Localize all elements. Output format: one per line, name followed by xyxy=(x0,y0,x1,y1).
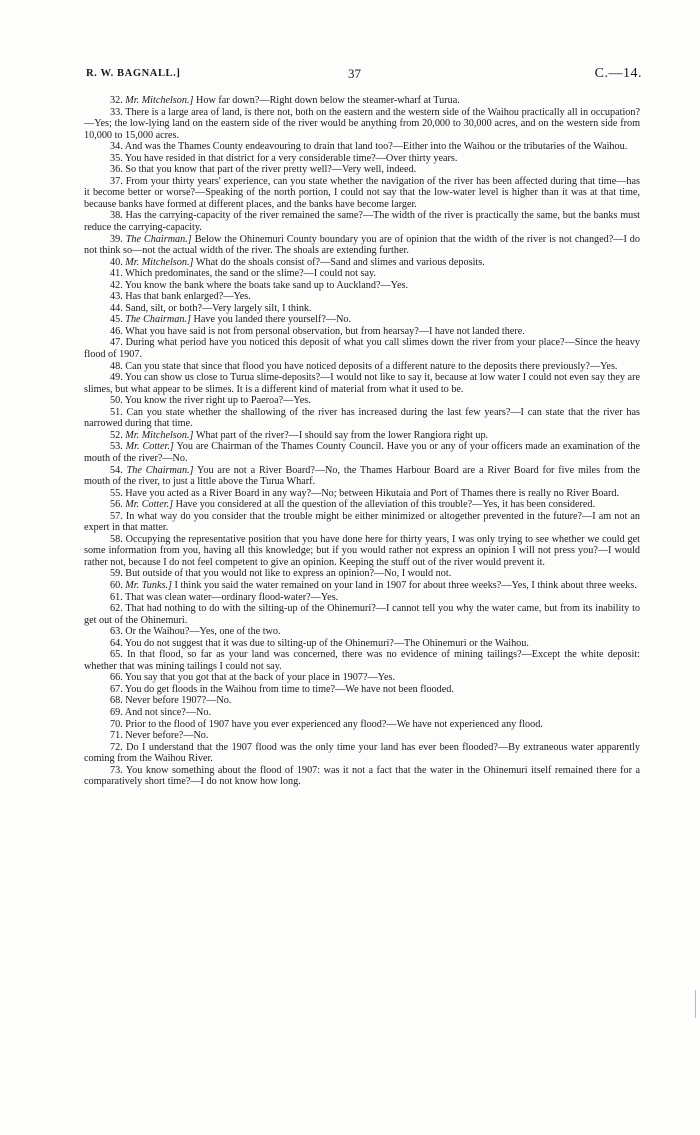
question-text: That had nothing to do with the silting-up of the Ohinemuri?—I cannot tell you why the water came, but from its inability to get out of the Ohinemuri. xyxy=(84,603,640,626)
question-paragraph xyxy=(84,568,640,580)
question-text: You can show us close to Turua slime-deposits?—I would not like to say it, because at low water I could not even say they are slimes, but what appear to be slimes. It is a different kind of material from what it used to be. xyxy=(84,372,640,395)
question-text: Or the Waihou?—Yes, one of the two. xyxy=(125,626,281,638)
question-text: You are not a River Board?—No, the Thames Harbour Board are a River Board for five miles from the mouth of the river, to just a little above the Turua Wharf. xyxy=(84,464,640,488)
speaker-label: Mr. Cotter.] xyxy=(125,441,174,453)
question-paragraph xyxy=(84,176,640,211)
question-text: What do the shoals consist of?—Sand and slimes and various deposits. xyxy=(195,256,485,268)
question-number: 64. xyxy=(110,637,123,649)
question-text: Can you state whether the shallowing of the river has increased during the last few years?—I can state that the river has narrowed during that time. xyxy=(84,406,641,430)
speaker-label: Mr. Tunks.] xyxy=(125,579,172,591)
question-number: 69. xyxy=(110,706,123,718)
question-paragraph xyxy=(84,511,640,534)
question-paragraph xyxy=(84,234,640,257)
question-paragraph xyxy=(84,95,640,107)
question-text: In what way do you consider that the trouble might be either minimized or altogether prevented in the future?—I am not an expert in that matter. xyxy=(84,510,640,534)
question-paragraph xyxy=(84,707,640,719)
page-edge-mark xyxy=(695,990,696,1018)
question-number: 55. xyxy=(110,487,123,499)
question-paragraph xyxy=(84,684,640,696)
question-text: Which predominates, the sand or the slime?—I could not say. xyxy=(125,268,376,280)
question-paragraph xyxy=(84,626,640,638)
question-number: 48. xyxy=(110,360,123,372)
speaker-label: Mr. Mitchelson.] xyxy=(125,256,194,268)
question-number: 49. xyxy=(110,372,123,384)
question-text: Have you landed there yourself?—No. xyxy=(193,314,352,326)
question-text: I think you said the water remained on your land in 1907 for about three weeks?—Yes, I think about three weeks. xyxy=(174,579,637,591)
question-paragraph xyxy=(84,672,640,684)
question-number: 37. xyxy=(110,175,123,187)
question-number: 65. xyxy=(110,649,123,661)
question-text: But outside of that you would not like to express an opinion?—No, I would not. xyxy=(125,568,452,580)
question-text: In that flood, so far as your land was concerned, there was no evidence of mining tailings?—Except the white deposit: whether that was mining tailings I could not say. xyxy=(84,649,640,672)
question-paragraph xyxy=(84,164,640,176)
question-text: Never before 1907?—No. xyxy=(125,695,232,707)
question-number: 47. xyxy=(110,337,123,349)
question-paragraph xyxy=(84,534,640,569)
question-number: 34. xyxy=(110,141,123,153)
question-text: What part of the river?—I should say from the lower Rangiora right up. xyxy=(195,429,489,441)
question-number: 67. xyxy=(110,683,123,695)
question-text: Never before?—No. xyxy=(125,730,209,742)
page-number: 37 xyxy=(348,66,361,81)
question-paragraph xyxy=(84,765,640,788)
question-paragraph xyxy=(84,361,640,373)
question-number: 44. xyxy=(110,302,123,314)
question-paragraph xyxy=(84,280,640,292)
question-number: 46. xyxy=(110,325,123,337)
question-paragraph xyxy=(84,107,640,142)
question-paragraph xyxy=(84,395,640,407)
speaker-label: The Chairman.] xyxy=(126,464,194,476)
document-reference: C.—14. xyxy=(594,66,642,81)
question-number: 50. xyxy=(110,395,123,407)
question-paragraph xyxy=(84,488,640,500)
question-paragraph xyxy=(84,372,640,395)
question-paragraph xyxy=(84,730,640,742)
question-text: Have you considered at all the question of the alleviation of this trouble?—Yes, it has been considered. xyxy=(175,499,596,511)
question-paragraph xyxy=(84,326,640,338)
question-text: There is a large area of land, is there not, both on the eastern and the western side of the Waihou practically all in occupation?—Yes; the low-lying land on the eastern side of the river would be anything from 20,000 to 30,000 acres, and on the western side from 10,000 to 15,000 acres. xyxy=(84,106,640,141)
question-number: 62. xyxy=(110,603,123,615)
question-paragraph xyxy=(84,719,640,731)
question-number: 73. xyxy=(110,764,123,776)
speaker-label: Mr. Cotter.] xyxy=(125,499,174,511)
question-text: During what period have you noticed this deposit of what you call slimes down the river from your place?—Since the heavy flood of 1907. xyxy=(84,337,640,361)
question-number: 38. xyxy=(110,210,123,222)
question-number: 68. xyxy=(110,695,123,707)
question-text: You are Chairman of the Thames County Council. Have you or any of your officers made an examination of the mouth of the river?—No. xyxy=(84,441,641,464)
question-text: Below the Ohinemuri County boundary you are of opinion that the width of the river is not changed?—I do not think so—not the actual width of the river. The shoals are extending further. xyxy=(84,233,640,257)
page-header xyxy=(86,66,642,86)
question-paragraph xyxy=(84,210,640,233)
question-paragraph xyxy=(84,603,640,626)
question-text: Have you acted as a River Board in any way?—No; between Hikutaia and Port of Thames there is really no River Board. xyxy=(125,487,620,499)
question-paragraph xyxy=(84,649,640,672)
question-number: 60. xyxy=(110,579,123,591)
question-number: 32. xyxy=(110,95,123,106)
question-text: Can you state that since that flood you have noticed deposits of a different nature to the deposits there previously?—Yes. xyxy=(125,360,618,372)
speaker-label: The Chairman.] xyxy=(125,233,192,245)
question-text: How far down?—Right down below the steamer-wharf at Turua. xyxy=(196,95,460,106)
question-paragraph xyxy=(84,430,640,442)
question-number: 66. xyxy=(110,672,123,684)
question-paragraph xyxy=(84,742,640,765)
question-paragraph xyxy=(84,303,640,315)
question-text: You know the bank where the boats take sand up to Auckland?—Yes. xyxy=(124,279,409,291)
question-number: 71. xyxy=(110,730,123,742)
question-paragraph xyxy=(84,592,640,604)
question-text: You know the river right up to Paeroa?—Yes. xyxy=(124,395,311,407)
question-paragraph xyxy=(84,441,640,464)
question-text: Has that bank enlarged?—Yes. xyxy=(125,291,251,303)
question-number: 51. xyxy=(110,406,123,418)
question-number: 70. xyxy=(110,718,123,730)
question-number: 63. xyxy=(110,626,123,638)
question-paragraph xyxy=(84,291,640,303)
question-text: Occupying the representative position that you have done here for thirty years, I was only trying to see whether we could get some information from you, having all this knowledge; but if you would rather not express an opinion I will not press you?—I would rather not, because I do not feel competent to give an opinion. Keeping the stuff out of the river would prevent it. xyxy=(84,533,641,568)
question-paragraph xyxy=(84,407,640,430)
question-number: 54. xyxy=(110,464,123,476)
question-paragraph xyxy=(84,638,640,650)
question-number: 33. xyxy=(110,106,123,118)
question-number: 45. xyxy=(110,314,123,326)
question-text: Prior to the flood of 1907 have you ever experienced any flood?—We have not experienced any flood. xyxy=(125,718,543,730)
question-number: 41. xyxy=(110,268,123,280)
question-paragraph xyxy=(84,257,640,269)
testimony-body xyxy=(84,95,640,788)
question-paragraph xyxy=(84,580,640,592)
question-paragraph xyxy=(84,153,640,165)
question-number: 57. xyxy=(110,510,123,522)
question-text: From your thirty years' experience, can you state whether the navigation of the river has been affected during that time—has it become better or worse?—Speaking of the north portion, I could not say that the low-water level is higher than it was at that time, because banks have formed at different places, and the banks have become larger. xyxy=(84,175,641,210)
question-text: What you have said is not from personal observation, but from hearsay?—I have not landed there. xyxy=(125,325,525,337)
question-number: 58. xyxy=(110,533,123,545)
question-text: You do not suggest that it was due to silting-up of the Ohinemuri?—The Ohinemuri or the Waihou. xyxy=(124,637,529,649)
question-text: You have resided in that district for a very considerable time?—Over thirty years. xyxy=(124,152,458,164)
question-paragraph xyxy=(84,695,640,707)
question-text: And not since?—No. xyxy=(124,706,212,718)
question-paragraph xyxy=(84,337,640,360)
question-text: You know something about the flood of 1907: was it not a fact that the water in the Ohinemuri itself remained there for a comparatively short time?—I do not know how long. xyxy=(84,764,641,788)
question-number: 40. xyxy=(110,256,123,268)
question-text: Do I understand that the 1907 flood was the only time your land has ever been flooded?—By extraneous water apparently coming from the Waihou River. xyxy=(84,741,641,765)
question-number: 36. xyxy=(110,164,123,176)
question-number: 59. xyxy=(110,568,123,580)
question-text: You do get floods in the Waihou from time to time?—We have not been flooded. xyxy=(124,683,454,695)
question-text: Has the carrying-capacity of the river remained the same?—The width of the river is practically the same, but the banks must reduce the carrying-capacity. xyxy=(84,210,641,234)
speaker-label: The Chairman.] xyxy=(125,314,191,326)
witness-name: R. W. BAGNALL.] xyxy=(86,68,181,79)
question-text: That was clean water—ordinary flood-water?—Yes. xyxy=(125,591,339,603)
question-paragraph xyxy=(84,314,640,326)
question-number: 39. xyxy=(110,233,123,245)
question-paragraph xyxy=(84,499,640,511)
question-text: So that you know that part of the river pretty well?—Very well, indeed. xyxy=(125,164,417,176)
question-number: 53. xyxy=(110,441,123,453)
question-text: You say that you got that at the back of your place in 1907?—Yes. xyxy=(124,672,396,684)
speaker-label: Mr. Mitchelson.] xyxy=(125,95,194,106)
question-text: And was the Thames County endeavouring to drain that land too?—Either into the Waihou or the tributaries of the Waihou. xyxy=(124,141,628,153)
question-paragraph xyxy=(84,141,640,153)
question-number: 35. xyxy=(110,152,123,164)
question-text: Sand, silt, or both?—Very largely silt, I think. xyxy=(125,302,312,314)
question-paragraph xyxy=(84,465,640,488)
question-number: 72. xyxy=(110,741,123,753)
question-number: 52. xyxy=(110,429,123,441)
question-number: 56. xyxy=(110,499,123,511)
question-number: 43. xyxy=(110,291,123,303)
speaker-label: Mr. Mitchelson.] xyxy=(125,429,194,441)
question-paragraph xyxy=(84,268,640,280)
question-number: 61. xyxy=(110,591,123,603)
question-number: 42. xyxy=(110,279,123,291)
